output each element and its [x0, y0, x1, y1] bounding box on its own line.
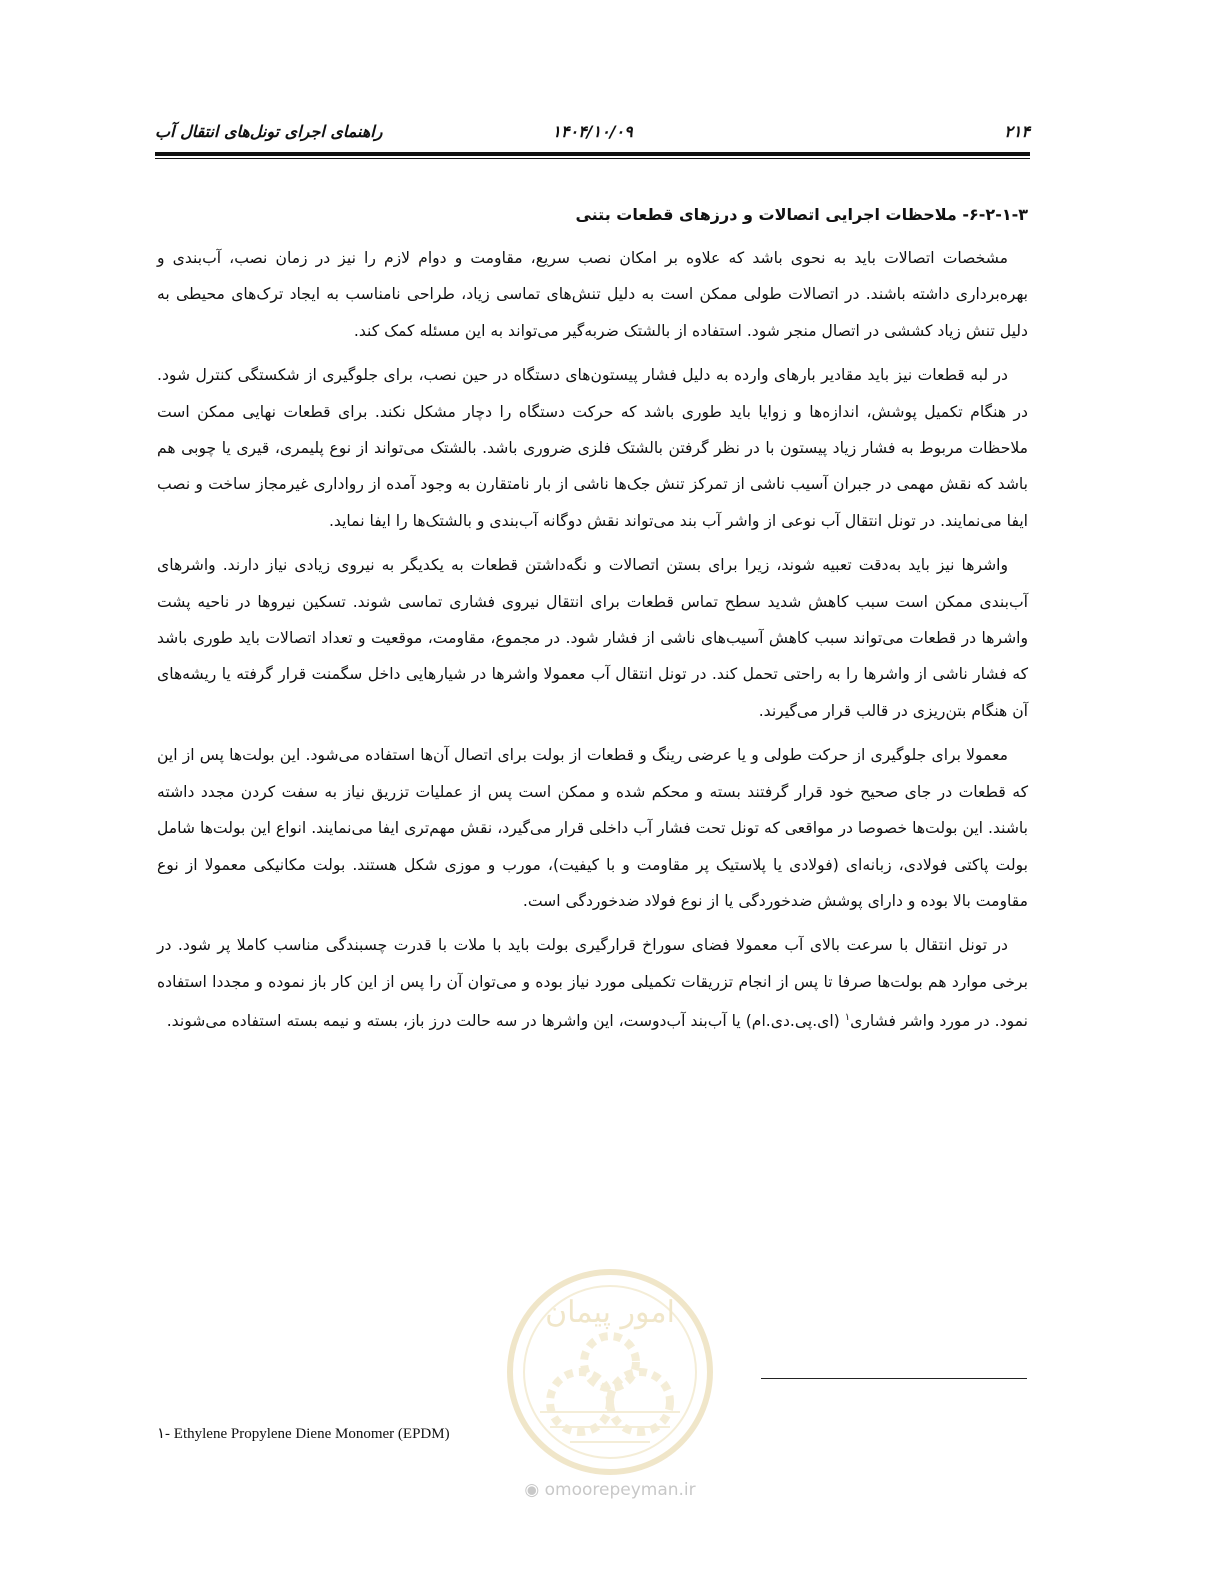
paragraph — [157, 927, 1028, 1039]
header-rule-thick — [155, 152, 1030, 156]
paragraph-text: (ای.پی.دی.ام) یا آب‌بند آب‌دوست، این واشرها در سه حالت درز باز، بسته و نیمه بسته استفاده می‌شوند. — [166, 1012, 845, 1031]
page-header — [155, 118, 1030, 146]
paragraph: واشرها نیز باید به‌دقت تعبیه شوند، زیرا برای بستن اتصالات و نگه‌داشتن قطعات به یکدیگر به نیروی زیادی نیاز دارند. واشرهای آب‌بندی ممکن است سبب کاهش شدید سطح تماس قطعات برای انتقال نیروی فشاری تماسی شوند. تسکین نیروها در ناحیه پشت واشرها در قطعات می‌تواند سبب کاهش آسیب‌های ناشی از فشار شود. در مجموع، مقاومت، موقعیت و تعداد اتصالات باید طوری باشد که فشار ناشی از واشرها را به راحتی تحمل کند. در تونل انتقال آب معمولا واشرها در شیارهایی داخل سگمنت قرار گرفته یا ریشه‌های آن هنگام بتن‌ریزی در قالب قرار می‌گیرند. — [157, 556, 1028, 720]
footnote: ۱- Ethylene Propylene Diene Monomer (EPDM) — [157, 1426, 450, 1442]
section-heading: ۶-۲-۱-۳- ملاحظات اجرایی اتصالات و درزهای قطعات بتنی — [575, 205, 1028, 224]
watermark-logo-text: امور پیمان — [545, 1295, 675, 1330]
paragraph: معمولا برای جلوگیری از حرکت طولی و یا عرضی رینگ و قطعات از بولت برای اتصال آن‌ها استفاده می‌شود. این بولت‌ها پس از این که قطعات در جای صحیح خود قرار گرفتند بسته و محکم شده و ممکن است پس از عملیات تزریق نیاز به سفت کردن مجدد داشته باشند. این بولت‌ها خصوصا در مواقعی که تونل تحت فشار آب داخلی قرار می‌گیرد، نقش مهم‌تری ایفا می‌نمایند. انواع این بولت‌ها شامل بولت پاکتی فولادی، زبانه‌ای (فولادی یا پلاستیک پر مقاومت و با کیفیت)، مورب و موزی شکل هستند. بولت مکانیکی معمولا از نوع مقاومت بالا بوده و دارای پوشش ضدخوردگی یا از نوع فولاد ضدخوردگی است. — [157, 746, 1028, 910]
footnote-separator — [761, 1378, 1027, 1379]
page-body — [157, 200, 1028, 1048]
page-number: ۲۱۴ — [1004, 122, 1030, 141]
watermark-site: ◉ omoorepeyman.ir — [524, 1480, 696, 1500]
document-title: راهنمای اجرای تونل‌های انتقال آب — [155, 122, 383, 141]
watermark-logo — [500, 1262, 720, 1482]
header-date: ۱۴۰۴/۱۰/۰۹ — [552, 122, 633, 141]
footnote-reference[interactable]: ۱ — [844, 1012, 851, 1024]
paragraph: در لبه قطعات نیز باید مقادیر بارهای وارده به دلیل فشار پیستون‌های دستگاه در حین نصب، برای جلوگیری از شکستگی کنترل شود. در هنگام تکمیل پوشش، اندازه‌ها و زوایا باید طوری باشد که حرکت دستگاه را دچار مشکل نکند. برای قطعات نهایی ممکن است ملاحظات مربوط به فشار زیاد پیستون با در نظر گرفتن بالشتک فلزی ضروری باشد. بالشتک می‌تواند از نوع پلیمری، قیری یا چوبی هم باشد که نقش مهمی در جبران آسیب ناشی از تمرکز تنش جک‌ها ناشی از بار نامتقارن به وجود آمده از رواداری غیرمجاز ساخت و نصب ایفا می‌نمایند. در تونل انتقال آب نوعی از واشر آب بند می‌تواند نقش دوگانه آب‌بندی و بالشتک‌ها را ایفا نماید. — [157, 366, 1028, 530]
paragraph: مشخصات اتصالات باید به نحوی باشد که علاوه بر امکان نصب سریع، مقاومت و دوام لازم را نیز در زمان نصب، آب‌بندی و بهره‌برداری داشته باشند. در اتصالات طولی ممکن است به دلیل تنش‌های تماسی زیاد، طراحی نامناسب به ایجاد ترک‌های محیطی به دلیل تنش زیاد کششی در اتصال منجر شود. استفاده از بالشتک ضربه‌گیر می‌تواند به این مسئله کمک کند. — [157, 249, 1028, 340]
header-rule-thin — [155, 158, 1030, 159]
paragraph-text: در تونل انتقال با سرعت بالای آب معمولا فضای سوراخ قرارگیری بولت باید با ملات با قدرت چسبندگی مناسب کاملا پر شود. در برخی موارد هم بولت‌ها صرفا تا پس از انجام تزریقات تکمیلی مورد نیاز بوده و می‌توان آن را پس از این کار باز نموده و مجددا استفاده نمود. در مورد واشر فشاری — [157, 936, 1028, 1031]
